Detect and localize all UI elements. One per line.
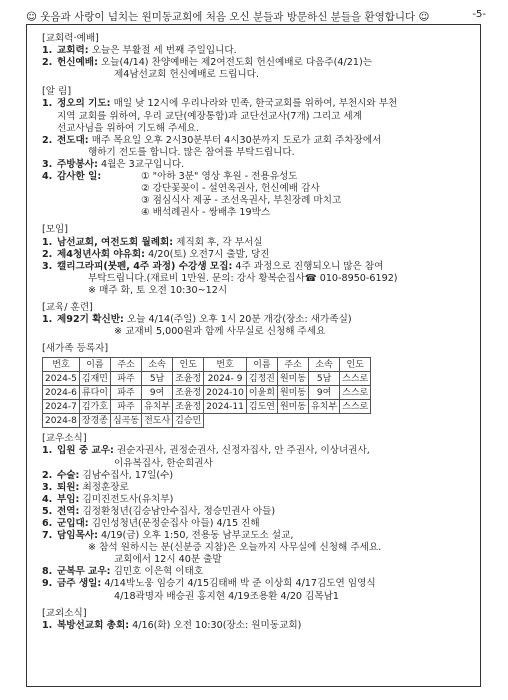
section-title: [교외소식] — [42, 607, 87, 619]
table-cell: 5남 — [309, 372, 340, 386]
table-row — [43, 386, 371, 400]
table-cell: 조윤정 — [173, 400, 204, 414]
table-cell: 유치부 — [309, 400, 340, 414]
table-cell: 파주 — [110, 400, 141, 414]
table-cell: 2024-5 — [43, 372, 80, 386]
list-item: 6. 군입대: 김인성청년(문정순집사 아들) 4/15 진해 — [42, 518, 260, 529]
section-newfamily — [42, 343, 470, 428]
table-cell: 이윤희 — [246, 386, 277, 400]
table-row — [43, 400, 371, 414]
table-cell: 조윤정 — [173, 386, 204, 400]
newfamily-table — [42, 357, 371, 428]
table-cell: 2024-8 — [43, 414, 80, 428]
table-cell: 파주 — [110, 386, 141, 400]
table-cell: 소속 — [309, 358, 340, 372]
table-cell: 2024-6 — [43, 386, 80, 400]
section-notice: [알 림] 1. 정오의 기도: 매일 낮 12시에 우리나라와 민족, 한국교회를 위하여, 부천시와 부천 지역 교회를 위하여, 우리 교단(예장통합)과 교단선교사(7개) 그리고 세계 선교사님을 위하여 기도해 주세요. 2. 전도대: 매주 목요일 오후 2시30분부터 4시30분까지 도로가 교회 주차장에서 행하기 전도를 합니다. 많은 참여를 부탁드립니다. 3. 주방봉사: 4월은 3교구입니다. 4. 감사한 일: ① "아하 3분" 영상 후원 - 전용유성도 ② 강단꽃꽂이 - 설연옥권사, 헌신예배 감사 ③ 점심식사 제공 - 조선옥권사, 부친장례 마치고 ④ 배석례권사 - 쌍배추 19박스 — [42, 86, 470, 219]
list-item: 1. 남선교회, 여전도회 월례회: 제직회 후, 각 부서실 — [42, 236, 263, 248]
table-cell: 이름 — [79, 358, 110, 372]
section-news — [42, 608, 470, 632]
list-item: 3. 주방봉사: 4월은 3교구입니다. — [42, 158, 185, 170]
table-cell: 인도 — [173, 358, 204, 372]
table-cell: 5남 — [142, 372, 173, 386]
table-cell: 2024-11 — [204, 400, 247, 414]
table-cell: 2024- 9 — [204, 372, 247, 386]
table-cell: 김재민 — [79, 372, 110, 386]
list-item: 2. 수술: 김남수집사, 17일(수) — [42, 469, 174, 481]
table-cell: 스스로 — [340, 372, 371, 386]
table-cell: 2024-7 — [43, 400, 80, 414]
table-cell: 9여 — [309, 386, 340, 400]
list-item: 9. 금주 생일: 4/14박노웅 임승기 4/15김태배 박 준 이상희 4/17김도연 임영식 — [42, 578, 376, 590]
list-item: 2. 헌신예배: 오늘(4/14) 찬양예배는 제2여전도회 헌신예배로 다음주(4/21)는 — [42, 57, 372, 69]
thanks-item: 4. 감사한 일: ① "아하 3분" 영상 후원 - 전용유성도 ② 강단꽃꽂이 - 설연옥권사, 헌신예배 감사 ③ 점심식사 제공 - 조선옥권사, 부친장례 마치고 ④ 배석례권사 - 쌍배추 19박스 — [42, 171, 342, 219]
list-item: 2. 전도대: 매주 목요일 오후 2시30분부터 4시30분까지 도로가 교회 주차장에서 — [42, 134, 382, 146]
table-cell: 파주 — [110, 372, 141, 386]
table-cell: 류다이 — [79, 386, 110, 400]
table-cell: 2024-10 — [204, 386, 247, 400]
section-family: [교우소식] 1. 입원 중 교우: 권순자권사, 권정순권사, 신정자집사, 안 주권사, 이상녀권사, 이유복집사, 한순희권사 2. 수술: 김남수집사, 17일(수) 3. 퇴원: 최정훈장로 4. 부임: 김미진전도사(유치부) 5. 전역: 김정환청년(김승남안수집사, 정승민권사 아들) 6. 군입대: 김인성청년(문정순집사 아들) 4/15 진해 7. 담임목사: 4/19(금) 오후 1:50, 전용동 남부교도소 설교, ※ 참석 원하시는 분(신분증 지참)은 오늘까지 사무실에 신청해 주세요. 교회에서 12시 40분 출발 8. 군복무 교우: 김민호 이은혁 이태호 9. 금주 생일: 4/14박노웅 임승기 4/15김태배 박 준 이상희 4/17김도연 임영식 4/18곽명자 배승권 홍지현 4/19조용환 4/20 김목남1 — [42, 433, 470, 602]
table-cell: 원미동 — [277, 372, 308, 386]
section-meeting: [모임] 1. 남선교회, 여전도회 월례회: 제직회 후, 각 부서실 2. 제4청년사회 야유회: 4/20(토) 오전7시 출발, 당진 3. 캘리그라피(붓펜, 4주 과정) 수강생 모집: 4주 과정으로 진행되오니 많은 참여 부탁드립니다.(재료비 1만원. 문의: 강사 황복순집사☎ 010-8950-6192) ※ 매주 화, 토 오전 10:30~12시 — [42, 224, 470, 297]
section-title: [새가족 등록자] — [42, 343, 109, 355]
list-item: 2. 제4청년사회 야유회: 4/20(토) 오전7시 출발, 당진 — [42, 248, 270, 260]
table-cell: 스스로 — [340, 400, 371, 414]
table-cell: 유치부 — [142, 400, 173, 414]
section-worship: [교회력·예배] 1. 교회력: 오늘은 부활절 세 번째 주일입니다. 2. 헌신예배: 오늘(4/14) 찬양예배는 제2여전도회 헌신예배로 다음주(4/21)는 제4남선교회 헌신예배로 드립니다. — [42, 33, 470, 81]
list-item: 3. 퇴원: 최정훈장로 — [42, 481, 129, 493]
bulletin-box — [26, 24, 481, 687]
table-cell: 조윤정 — [173, 372, 204, 386]
table-cell: 장경종 — [79, 414, 110, 428]
list-item: 1. 입원 중 교우: 권순자권사, 권정순권사, 신정자집사, 안 주권사, 이상녀권사, — [42, 445, 370, 457]
table-cell: 김도연 — [246, 400, 277, 414]
table-header-row — [43, 358, 371, 372]
table-cell: 주소 — [277, 358, 308, 372]
list-item: 8. 군복무 교우: 김민호 이은혁 이태호 — [42, 566, 204, 578]
welcome-text: ☺ 웃음과 사랑이 넘치는 원미동교회에 처음 오신 분들과 방문하신 분들을 환영합니다 ☺ — [26, 11, 430, 23]
table-cell: 스스로 — [340, 386, 371, 400]
section-title: [교회력·예배] — [42, 33, 99, 44]
table-cell: 원미동 — [277, 386, 308, 400]
list-item: 3. 캘리그라피(붓펜, 4주 과정) 수강생 모집: 4주 과정으로 진행되오니 많은 참여 — [42, 260, 384, 272]
page-header — [26, 9, 486, 24]
table-cell: 번호 — [43, 358, 80, 372]
list-item: 7. 담임목사: 4/19(금) 오후 1:50, 전용동 남부교도소 설교, — [42, 530, 294, 542]
section-title: [알 림] — [42, 86, 72, 98]
table-cell: 원미동 — [277, 400, 308, 414]
table-cell: 전도사 — [142, 414, 173, 428]
table-cell: 소속 — [142, 358, 173, 372]
table-row — [43, 414, 371, 428]
list-item: 1. 복방선교회 총회: 4/16(화) 오전 10:30(장소: 원미동교회) — [42, 619, 302, 631]
page-number: -5- — [472, 9, 486, 20]
table-cell: 주소 — [110, 358, 141, 372]
table-row — [43, 372, 371, 386]
table-cell: 번호 — [204, 358, 247, 372]
section-title: [모임] — [42, 224, 69, 236]
table-cell: 인도 — [340, 358, 371, 372]
table-cell: 심곡동 — [110, 414, 141, 428]
table-cell: 김가호 — [79, 400, 110, 414]
table-cell: 9여 — [142, 386, 173, 400]
list-item: 1. 제92기 확신반: 오늘 4/14(주일) 오후 1시 20분 개강(장소: 새가족실) — [42, 314, 352, 326]
section-title: [교우소식] — [42, 433, 87, 445]
list-item: 5. 전역: 김정환청년(김승남안수집사, 정승민권사 아들) — [42, 505, 276, 517]
list-item: 4. 부임: 김미진전도사(유치부) — [42, 493, 174, 505]
table-cell: 김정진 — [246, 372, 277, 386]
section-title: [교육/ 훈련] — [42, 301, 93, 313]
section-education: [교육/ 훈련] 1. 제92기 확신반: 오늘 4/14(주일) 오후 1시 20분 개강(장소: 새가족실) ※ 교재비 5,000원과 함께 사무실로 신청해 주세요 — [42, 302, 470, 338]
list-item: 1. 정오의 기도: 매일 낮 12시에 우리나라와 민족, 한국교회를 위하여, 부천시와 부천 — [42, 98, 398, 110]
table-cell: 김승민 — [173, 414, 204, 428]
table-cell: 이름 — [246, 358, 277, 372]
list-item: 1. 교회력: 오늘은 부활절 세 번째 주일입니다. — [42, 45, 237, 57]
